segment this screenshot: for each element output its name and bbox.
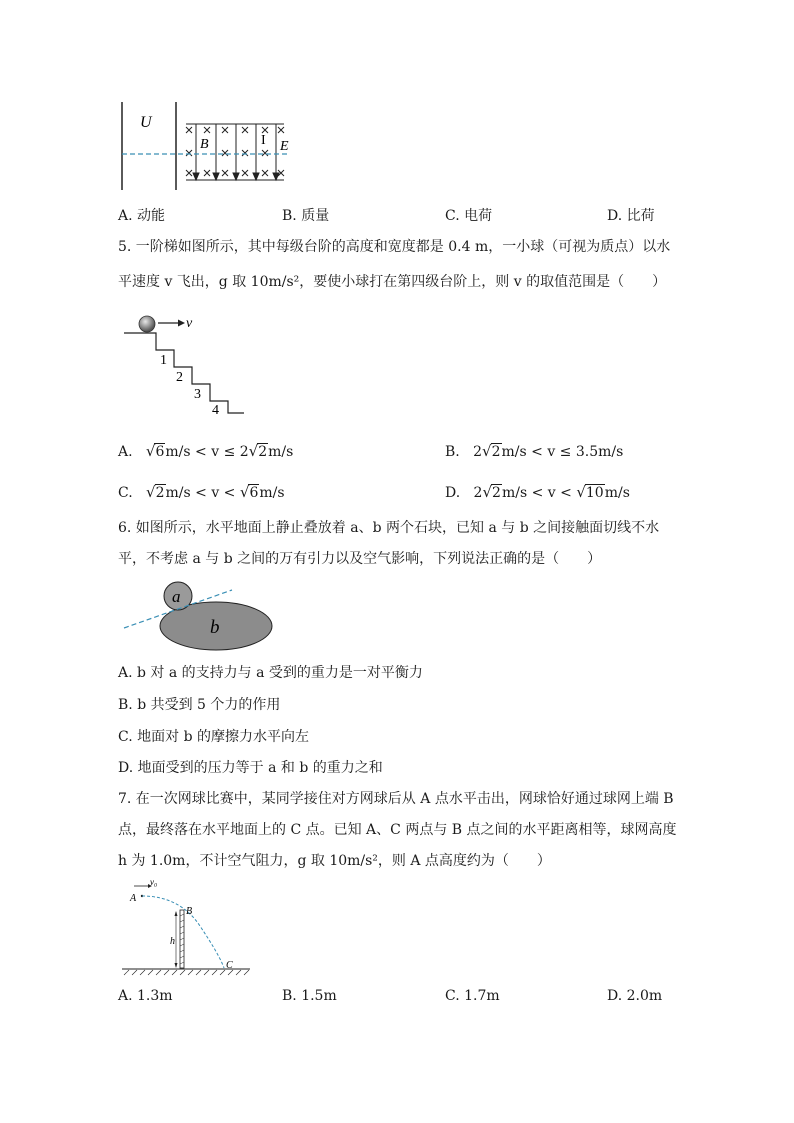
- q5-option-c-label: C.: [118, 485, 133, 501]
- q5-option-c-rad1: 2: [155, 485, 165, 501]
- q5-option-b-coef: 2: [473, 444, 483, 460]
- q5-stem-line1: 5. 一阶梯如图所示，其中每级台阶的高度和宽度都是 0.4 m，一小球（可视为质点）以水: [118, 239, 671, 255]
- q6-option-d: D. 地面受到的压力等于 a 和 b 的重力之和: [118, 760, 383, 776]
- q7-option-c: C. 1.7m: [445, 988, 500, 1004]
- q7-option-a: A. 1.3m: [118, 988, 173, 1004]
- q6-option-b: B. b 共受到 5 个力的作用: [118, 697, 281, 713]
- q6-stem-line2: 平，不考虑 a 与 b 之间的万有引力以及空气影响，下列说法正确的是（ ）: [118, 551, 602, 567]
- q5-option-a-rad1: 6: [155, 444, 165, 460]
- q7-stem-line2: 点，最终落在水平地面上的 C 点。已知 A、C 两点与 B 点之间的水平距离相等，球网高度: [118, 822, 677, 838]
- q4-option-d: D. 比荷: [607, 208, 655, 224]
- q6-option-a: A. b 对 a 的支持力与 a 受到的重力是一对平衡力: [118, 665, 423, 681]
- tennis-figure: [120, 876, 255, 978]
- q7-option-b: B. 1.5m: [282, 988, 337, 1004]
- label-E: E: [280, 139, 289, 154]
- q5-option-a-unit: m/s: [268, 444, 294, 460]
- label-B-point: B: [186, 906, 193, 917]
- q7-option-d: D. 2.0m: [607, 988, 663, 1004]
- label-A: A: [130, 893, 137, 904]
- q5-option-c-mid: m/s < v <: [165, 485, 240, 501]
- q5-stem-line2: 平速度 v 飞出，g 取 10m/s²，要使小球打在第四级台阶上，则 v 的取值范围是（ ）: [118, 274, 667, 290]
- q7-stem-line3: h 为 1.0m，不计空气阻力，g 取 10m/s²，则 A 点高度约为（ ）: [118, 853, 551, 869]
- stone-a-label: a: [172, 587, 181, 606]
- q6-option-c: C. 地面对 b 的摩擦力水平向左: [118, 729, 309, 745]
- label-I: I: [261, 133, 266, 148]
- q5-option-d-mid: m/s < v <: [501, 485, 577, 501]
- q5-option-b-rest: m/s < v ≤ 3.5m/s: [501, 444, 624, 460]
- q5-option-d-rad1: 2: [492, 485, 501, 501]
- q4-option-b: B. 质量: [282, 208, 330, 224]
- q5-option-c: C. √2m/s < v < √6m/s: [118, 483, 285, 501]
- q5-option-d-unit: m/s: [604, 485, 630, 501]
- label-h: h: [170, 936, 175, 947]
- q5-option-d: D. 2√2m/s < v < √10m/s: [445, 483, 630, 501]
- stones-figure: [120, 580, 285, 655]
- step-4: 4: [212, 403, 219, 418]
- q4-option-a: A. 动能: [118, 208, 166, 224]
- q5-option-d-label: D.: [445, 485, 461, 501]
- q5-option-b: B. 2√2m/s < v ≤ 3.5m/s: [445, 442, 624, 460]
- step-3: 3: [194, 387, 201, 402]
- stone-b-label: b: [210, 617, 220, 638]
- q5-option-b-label: B.: [445, 444, 460, 460]
- label-U: U: [140, 114, 152, 131]
- q5-option-d-coef: 2: [473, 485, 483, 501]
- q6-stem-line1: 6. 如图所示，水平地面上静止叠放着 a、b 两个石块，已知 a 与 b 之间接触面切线不水: [118, 520, 660, 536]
- q5-option-a-mid: m/s < v ≤ 2: [165, 444, 249, 460]
- label-v: v: [186, 316, 193, 331]
- q5-option-a-rad2: 2: [258, 444, 268, 460]
- q4-option-c: C. 电荷: [445, 208, 493, 224]
- label-v0: v₀: [150, 877, 158, 887]
- velocity-selector-figure: [110, 96, 310, 196]
- q5-option-a: A. √6m/s < v ≤ 2√2m/s: [118, 442, 294, 460]
- label-C: C: [226, 960, 233, 971]
- q7-stem-line1: 7. 在一次网球比赛中，某同学接住对方网球后从 A 点水平击出，网球恰好通过球网上端 B: [118, 791, 674, 807]
- q5-option-d-rad2: 10: [585, 485, 604, 501]
- q5-option-c-unit: m/s: [259, 485, 285, 501]
- step-1: 1: [160, 353, 167, 368]
- label-B: B: [200, 137, 209, 152]
- q5-option-a-label: A.: [118, 444, 133, 460]
- q5-option-b-rad: 2: [491, 444, 501, 460]
- staircase-figure: [120, 310, 250, 420]
- step-2: 2: [176, 370, 183, 385]
- q5-option-c-rad2: 6: [249, 485, 259, 501]
